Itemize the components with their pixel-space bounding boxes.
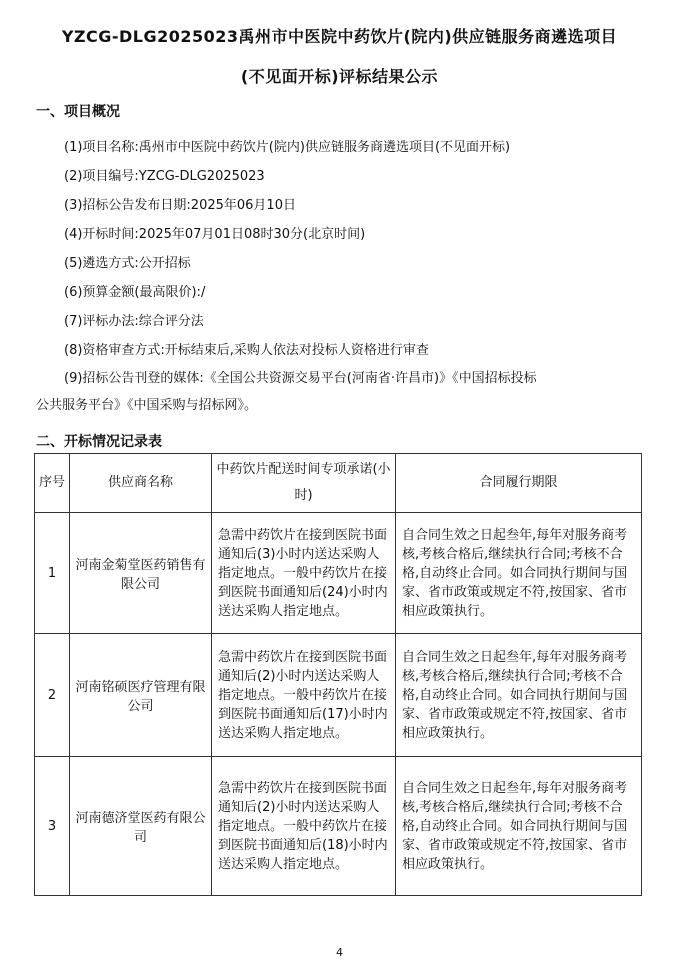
header-seq: 序号 [35,454,70,513]
document-title-line2: (不见面开标)评标结果公示 [240,67,439,86]
table-row [35,634,642,757]
overview-item-opening-time: (4)开标时间:2025年07月01日08时30分(北京时间) [64,227,366,242]
overview-item-budget: (6)预算金额(最高限价):/ [64,285,206,300]
header-contract-period: 合同履行期限 [396,454,642,513]
section-heading-bid-record: 二、开标情况记录表 [36,434,162,450]
overview-item-method: (5)遴选方式:公开招标 [64,256,191,271]
overview-item-media-continued: 公共服务平台》《中国采购与招标网》。 [36,398,258,413]
row-seq: 3 [35,757,70,896]
row-supplier: 河南德济堂医药有限公司 [70,757,212,896]
row-delivery-time: 急需中药饮片在接到医院书面通知后(2)小时内送达采购人指定地点。一般中药饮片在接到医院书面通知后(17)小时内送达采购人指定地点。 [212,634,396,757]
table-row [35,513,642,634]
overview-item-qualification: (8)资格审查方式:开标结束后,采购人依法对投标人资格进行审查 [64,343,429,358]
row-supplier: 河南铭硕医疗管理有限公司 [70,634,212,757]
overview-item-media: (9)招标公告刊登的媒体:《全国公共资源交易平台(河南省·许昌市)》《中国招标投标 [64,371,537,386]
page-number: 4 [336,946,343,959]
overview-item-name: (1)项目名称:禹州市中医院中药饮片(院内)供应链服务商遴选项目(不见面开标) [64,140,511,155]
row-delivery-time: 急需中药饮片在接到医院书面通知后(3)小时内送达采购人指定地点。一般中药饮片在接到医院书面通知后(24)小时内送达采购人指定地点。 [212,513,396,634]
row-seq: 1 [35,513,70,634]
overview-item-evaluation: (7)评标办法:综合评分法 [64,314,204,329]
overview-item-publish-date: (3)招标公告发布日期:2025年06月10日 [64,198,296,213]
row-contract-period: 自合同生效之日起叁年,每年对服务商考核,考核合格后,继续执行合同;考核不合格,自动终止合同。如合同执行期间与国家、省市政策或规定不符,按国家、省市相应政策执行。 [396,513,642,634]
row-delivery-time: 急需中药饮片在接到医院书面通知后(2)小时内送达采购人指定地点。一般中药饮片在接到医院书面通知后(18)小时内送达采购人指定地点。 [212,757,396,896]
table-header-row [35,454,642,513]
row-seq: 2 [35,634,70,757]
row-contract-period: 自合同生效之日起叁年,每年对服务商考核,考核合格后,继续执行合同;考核不合格,自动终止合同。如合同执行期间与国家、省市政策或规定不符,按国家、省市相应政策执行。 [396,634,642,757]
overview-item-number: (2)项目编号:YZCG-DLG2025023 [64,169,265,184]
header-delivery-time: 中药饮片配送时间专项承诺(小时) [212,454,396,513]
row-supplier: 河南金菊堂医药销售有限公司 [70,513,212,634]
section-heading-overview: 一、项目概况 [36,104,120,120]
row-contract-period: 自合同生效之日起叁年,每年对服务商考核,考核合格后,继续执行合同;考核不合格,自动终止合同。如合同执行期间与国家、省市政策或规定不符,按国家、省市相应政策执行。 [396,757,642,896]
bid-record-table [34,453,642,896]
table-row [35,757,642,896]
document-title-line1: YZCG-DLG2025023禹州市中医院中药饮片(院内)供应链服务商遴选项目 [61,27,618,46]
overview-list [36,133,646,419]
header-supplier: 供应商名称 [70,454,212,513]
